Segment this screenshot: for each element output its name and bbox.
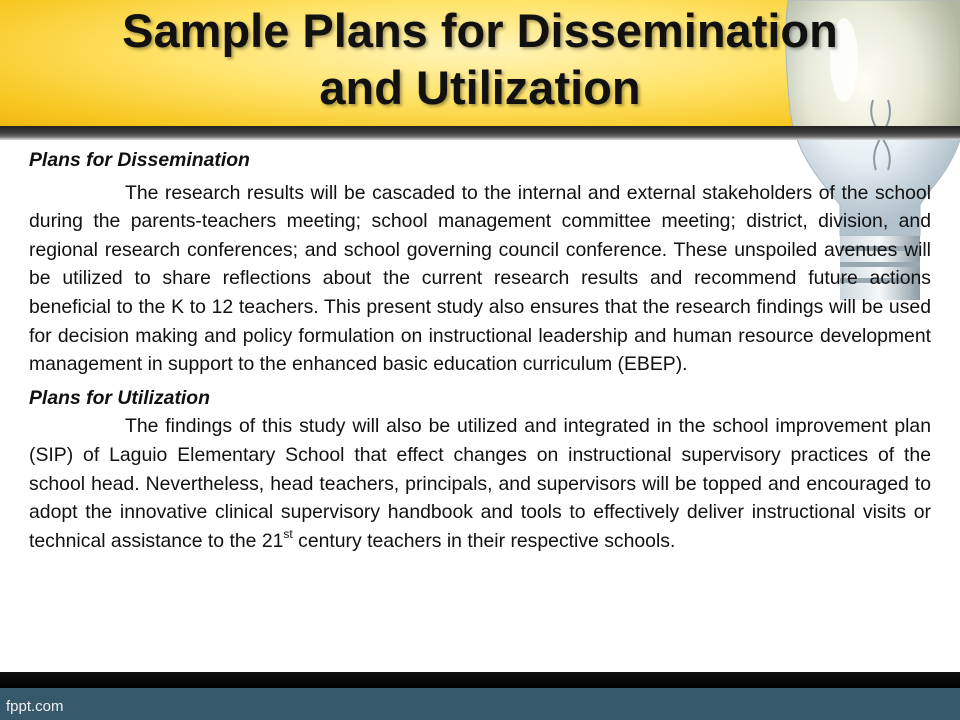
footer-divider [0, 672, 960, 688]
header-divider [0, 126, 960, 140]
slide-title [40, 2, 920, 116]
dissemination-paragraph: The research results will be cascaded to the internal and external stakeholders of the school during the parents-teachers meeting; school management committee meeting; district, division, and regional research conferences; and school governing council conference. These unspoiled avenues will be utilized to share reflections about the current research results and recommend future actions beneficial to the K to 12 teachers. This present study also ensures that the research findings will be used for decision making and policy formulation on instructional leadership and human resource development management in support to the enhanced basic education curriculum (EBEP). [29, 181, 931, 376]
slide-title-line-1: Sample Plans for Dissemination [122, 4, 838, 57]
footer-brand: fppt.com [6, 698, 64, 715]
ordinal-suffix: st [283, 527, 293, 542]
dissemination-heading: Plans for Dissemination [29, 149, 250, 171]
utilization-text-start: The findings of this study will also be utilized and integrated in the school improvement plan (SIP) of Laguio Elementary School that effect changes on instructional supervisory practices of the school head. Nevertheless, head teachers, principals, and supervisors will be topped and encouraged to adopt the innovative clinical supervisory handbook and tools to effectively deliver instructional visits or technical assistance to the 21 [29, 415, 931, 552]
utilization-heading: Plans for Utilization [29, 386, 210, 409]
slide-body [29, 146, 931, 562]
utilization-text-end: century teachers in their respective schools. [292, 529, 676, 552]
utilization-paragraph [29, 412, 931, 555]
slide-title-line-2: and Utilization [319, 61, 641, 114]
footer-bar [0, 688, 960, 720]
